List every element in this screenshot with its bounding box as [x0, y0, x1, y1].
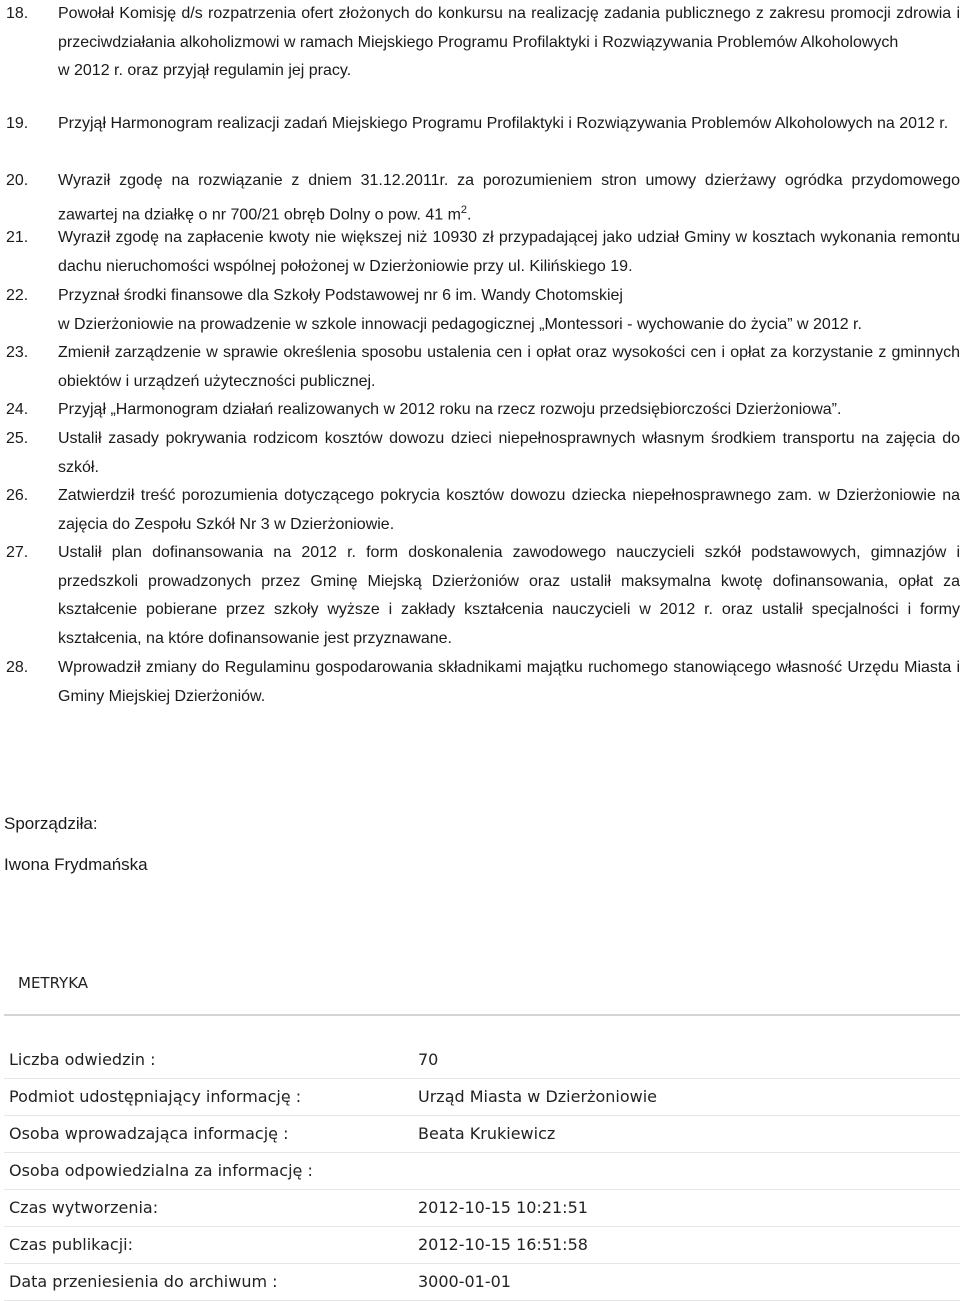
item-number: 19.	[6, 115, 29, 132]
item-text	[58, 110, 960, 139]
table-row	[4, 1153, 960, 1190]
metryka-key: Data przeniesienia do archiwum :	[9, 1272, 278, 1291]
metryka-title: METRYKA	[18, 974, 89, 992]
item-line: Wyraził zgodę na rozwiązanie z dniem 31.12.2011r. za porozumieniem stron umowy dzierżawy ogródka przydomowego zawartej na działkę o nr 700/21 obręb Dolny o pow. 41 $m^2$.	[58, 172, 960, 223]
item-number: 23.	[6, 344, 29, 361]
item-text	[58, 396, 960, 425]
item-line: Zmienił zarządzenie w sprawie określenia sposobu ustalenia cen i opłat oraz wysokości cen i opłat za korzystanie z gminnych obiektów i urządzeń użyteczności publicznej.	[58, 344, 960, 390]
superscript: 2	[460, 203, 468, 216]
item-line: Przyznał środki finansowe dla Szkoły Podstawowej nr 6 im. Wandy Chotomskiej	[58, 287, 623, 304]
item-line: Ustalił plan dofinansowania na 2012 r. form doskonalenia zawodowego nauczycieli szkół podstawowych, gimnazjów i przedszkoli prowadzonych przez Gminę Miejską Dzierżoniów oraz ustalił maksymalna kwotę dofinansowania, opłat za kształcenie pobierane przez szkoły wyższe i zakłady kształcenia nauczycieli w 2012 r. oraz ustalił specjalności i formy kształcenia, na które dofinansowanie jest przyznawane.	[58, 544, 960, 647]
item-text	[58, 282, 960, 339]
item-text	[58, 539, 960, 653]
item-number: 21.	[6, 229, 29, 246]
item-line: Wprowadził zmiany do Regulaminu gospodarowania składnikami majątku ruchomego stanowiącego własność Urzędu Miasta i Gminy Miejskiej Dzierżoniów.	[58, 659, 960, 705]
metryka-key: Czas wytworzenia:	[9, 1198, 159, 1217]
item-text	[58, 339, 960, 396]
metryka-table	[4, 1042, 960, 1301]
divider	[4, 1014, 960, 1016]
item-text	[58, 654, 960, 711]
item-line: w 2012 r. oraz przyjął regulamin jej pracy.	[58, 62, 352, 79]
item-line: Ustalił zasady pokrywania rodzicom kosztów dowozu dzieci niepełnosprawnych własnym środkiem transportu na zajęcia do szkół.	[58, 430, 960, 476]
item-text	[58, 425, 960, 482]
item-number: 27.	[6, 544, 29, 561]
metryka-value: Beata Krukiewicz	[418, 1124, 556, 1143]
table-row	[4, 1042, 960, 1079]
metryka-value: 2012-10-15 16:51:58	[418, 1235, 588, 1254]
table-row	[4, 1264, 960, 1301]
item-number: 25.	[6, 430, 29, 447]
metryka-value: 3000-01-01	[418, 1272, 511, 1291]
metryka-key: Podmiot udostępniający informację :	[9, 1087, 302, 1106]
metryka-key: Liczba odwiedzin :	[9, 1050, 156, 1069]
item-number: 18.	[6, 5, 29, 22]
metryka-value: 2012-10-15 10:21:51	[418, 1198, 588, 1217]
item-text	[58, 0, 960, 86]
metryka-value: Urząd Miasta w Dzierżoniowie	[418, 1087, 657, 1106]
metryka-key: Osoba wprowadzająca informację :	[9, 1124, 289, 1143]
table-row	[4, 1079, 960, 1116]
item-text	[58, 482, 960, 539]
table-row	[4, 1116, 960, 1153]
item-number: 20.	[6, 172, 29, 189]
metryka-key: Osoba odpowiedzialna za informację :	[9, 1161, 313, 1180]
item-line: Przyjął „Harmonogram działań realizowanych w 2012 roku na rzecz rozwoju przedsiębiorczości Dzierżoniowa”.	[58, 401, 842, 418]
signature-name: Iwona Frydmańska	[4, 855, 148, 874]
item-line: Przyjął Harmonogram realizacji zadań Miejskiego Programu Profilaktyki i Rozwiązywania Problemów Alkoholowych na 2012 r.	[58, 115, 949, 132]
item-number: 24.	[6, 401, 29, 418]
item-text	[58, 167, 960, 229]
item-number: 22.	[6, 287, 29, 304]
metryka-key: Czas publikacji:	[9, 1235, 134, 1254]
metryka-value: 70	[418, 1050, 439, 1069]
item-text	[58, 224, 960, 281]
item-line: Powołał Komisję d/s rozpatrzenia ofert złożonych do konkursu na realizację zadania publicznego z zakresu promocji zdrowia i przeciwdziałania alkoholizmowi w ramach Miejskiego Programu Profilaktyki i Rozwiązywania Problemów Alkoholowych	[58, 5, 960, 51]
table-row	[4, 1227, 960, 1264]
signature-label: Sporządziła:	[4, 814, 98, 833]
item-number: 26.	[6, 487, 29, 504]
item-line: w Dzierżoniowie na prowadzenie w szkole innowacji pedagogicznej „Montessori - wychowanie do życia” w 2012 r.	[58, 315, 862, 333]
item-line: Zatwierdził treść porozumienia dotyczącego pokrycia kosztów dowozu dziecka niepełnosprawnego zam. w Dzierżoniowie na zajęcia do Zespołu Szkół Nr 3 w Dzierżoniowie.	[58, 487, 960, 533]
item-number: 28.	[6, 659, 29, 676]
table-row	[4, 1190, 960, 1227]
item-line: Wyraził zgodę na zapłacenie kwoty nie większej niż 10930 zł przypadającej jako udział Gminy w kosztach wykonania remontu dachu nieruchomości wspólnej położonej w Dzierżoniowie przy ul. Kilińskiego 19.	[58, 229, 960, 275]
